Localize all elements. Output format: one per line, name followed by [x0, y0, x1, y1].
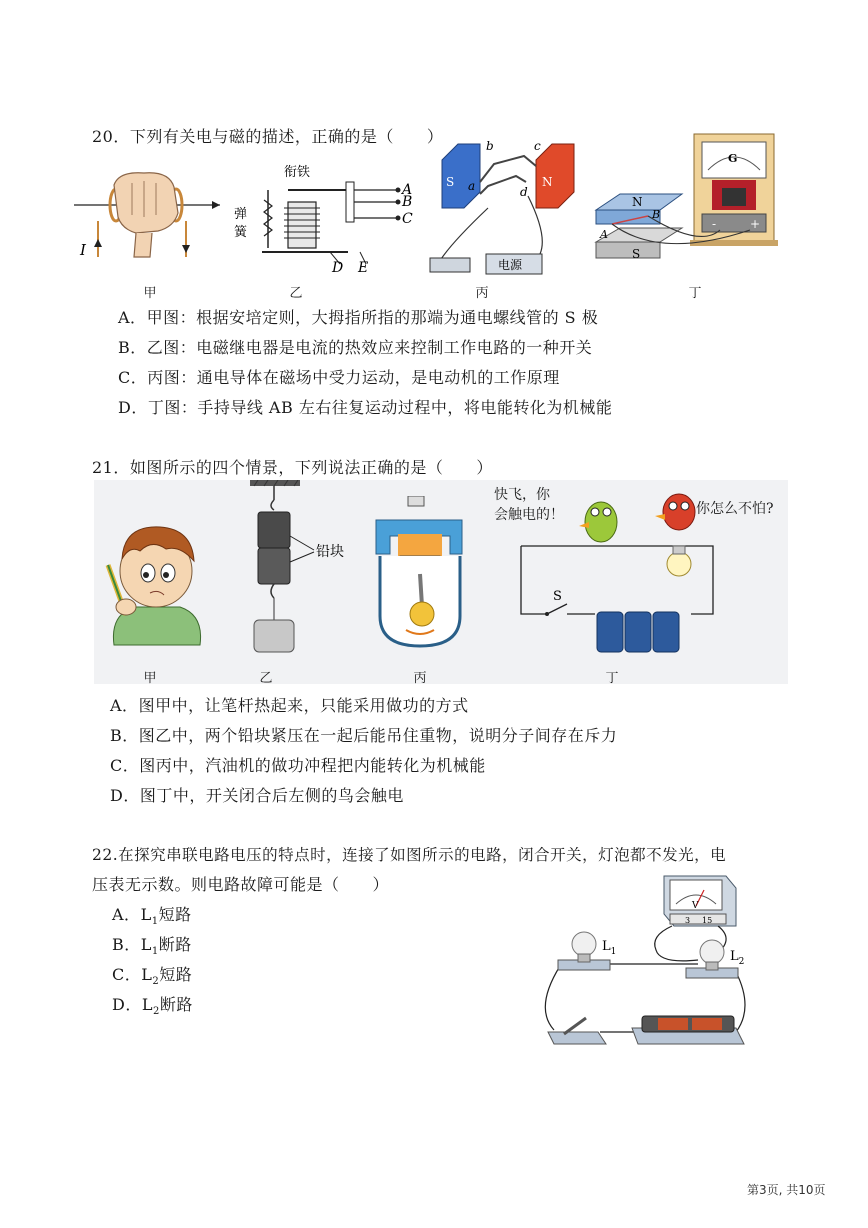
svg-text:d: d — [520, 185, 528, 199]
q20-stem: 20．下列有关电与磁的描述，正确的是（ ） — [92, 127, 444, 146]
q20-figure-jia — [74, 165, 224, 265]
q21-stem: 21．如图所示的四个情景，下列说法正确的是（ ） — [92, 458, 493, 477]
q20-option-c: C．丙图：通电导体在磁场中受力运动，是电动机的工作原理 — [118, 368, 560, 387]
relay-A-label: A — [402, 182, 413, 198]
svg-text:+: + — [750, 217, 761, 231]
svg-text:b: b — [486, 139, 494, 153]
q20-caption-yi: 乙 — [289, 286, 303, 301]
q22-circuit-figure — [540, 868, 755, 1053]
dianyuan-label: 电源 — [498, 258, 523, 272]
q20-figure-ding — [590, 130, 780, 280]
q21-option-d: D．图丁中，开关闭合后左侧的鸟会触电 — [110, 786, 404, 805]
bulb-L2-label: $L_2$ — [730, 949, 745, 967]
q21-figure-bing — [370, 496, 470, 656]
relay-B-label: B — [402, 194, 413, 210]
switch-S-label: S — [553, 589, 562, 604]
bird-left-speech-1: 快飞，你 — [494, 487, 550, 503]
magnet-S-label: S — [446, 175, 455, 189]
svg-text:-: - — [712, 217, 717, 231]
q22-option-c: C．$L_2$短路 — [112, 965, 193, 988]
q20-option-b: B．乙图：电磁继电器是电流的热效应来控制工作电路的一种开关 — [118, 338, 593, 357]
q21-caption-jia: 甲 — [143, 671, 157, 686]
bulb-L1-label: $L_1$ — [602, 939, 617, 957]
svg-text:N: N — [632, 195, 643, 209]
qiankuai-label: 铅块 — [316, 544, 344, 560]
q22-stem-line1: 22.在探究串联电路电压的特点时，连接了如图所示的电路，闭合开关，灯泡都不发光，电 — [92, 846, 727, 864]
page-footer: 第3页, 共10页 — [747, 1183, 826, 1197]
q20-caption-bing: 丙 — [475, 286, 489, 301]
svg-text:S: S — [632, 247, 641, 261]
q20-option-a: A．甲图：根据安培定则，大拇指所指的那端为通电螺线管的 S 极 — [118, 308, 599, 327]
q22-stem-line2: 压表无示数。则电路故障可能是（ ） — [92, 875, 390, 894]
q21-figure-yi — [240, 480, 360, 660]
bird-right-speech: 你怎么不怕? — [696, 501, 774, 517]
q22-option-a: A．$L_1$短路 — [112, 905, 192, 928]
tanhuang-label-2: 簧 — [234, 225, 248, 240]
q20-caption-ding: 丁 — [688, 286, 702, 301]
relay-C-label: C — [402, 211, 413, 227]
galvanometer-G-label: G — [728, 152, 738, 165]
svg-text:3: 3 — [685, 916, 691, 925]
xiantie-label: 衔铁 — [284, 165, 311, 180]
q22-option-d: D．$L_2$断路 — [112, 995, 193, 1018]
q21-figure-jia — [100, 515, 210, 655]
q21-caption-ding: 丁 — [605, 671, 619, 686]
svg-text:c: c — [534, 139, 541, 153]
q20-figure-bing — [428, 136, 578, 278]
relay-E-label: E — [358, 260, 369, 275]
relay-D-label: D — [332, 260, 344, 275]
q21-option-c: C．图丙中，汽油机的做功冲程把内能转化为机械能 — [110, 756, 486, 775]
svg-text:A: A — [600, 228, 608, 241]
svg-text:a: a — [468, 179, 476, 193]
voltmeter-V-label: V — [692, 901, 699, 911]
q20-caption-jia: 甲 — [143, 286, 157, 301]
q21-caption-yi: 乙 — [259, 671, 273, 686]
bird-left-speech-2: 会触电的！ — [494, 507, 564, 523]
q20-figure-yi — [228, 160, 418, 275]
tanhuang-label-1: 弹 — [234, 207, 248, 222]
q20-option-d: D．丁图：手持导线 AB 左右往复运动过程中，将电能转化为机械能 — [118, 398, 613, 417]
q21-option-b: B．图乙中，两个铅块紧压在一起后能吊住重物，说明分子间存在斥力 — [110, 726, 618, 745]
svg-text:15: 15 — [702, 916, 713, 925]
svg-text:B: B — [652, 208, 661, 221]
magnet-N-label: N — [542, 175, 553, 189]
q21-option-a: A．图甲中，让笔杆热起来，只能采用做功的方式 — [110, 696, 469, 715]
q20-I-label: I — [80, 241, 86, 259]
q22-option-b: B．$L_1$断路 — [112, 935, 192, 958]
q21-caption-bing: 丙 — [413, 671, 427, 686]
q21-figure-ding — [515, 488, 725, 666]
